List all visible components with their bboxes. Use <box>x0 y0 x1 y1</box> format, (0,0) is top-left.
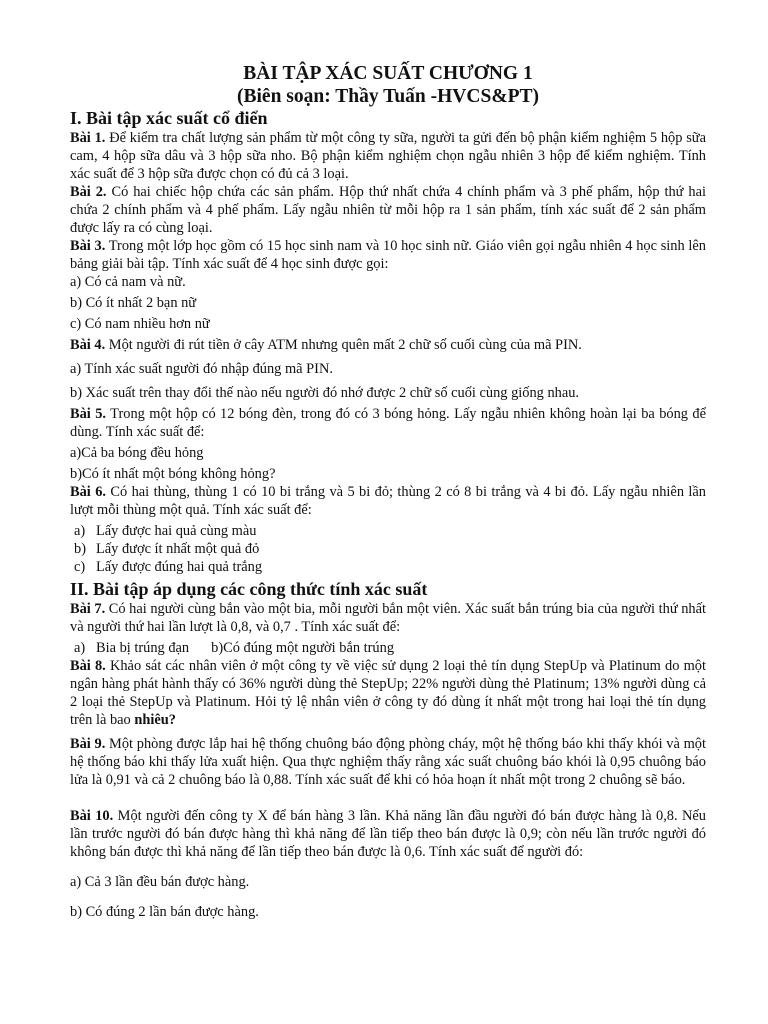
document-page <box>70 62 706 921</box>
problem-7-option-a-label: a) <box>74 640 86 656</box>
problem-2 <box>70 183 706 237</box>
problem-9-label: Bài 9. <box>70 736 106 752</box>
problem-6-option-c-label: c) <box>74 559 86 575</box>
problem-2-text: Có hai chiếc hộp chứa các sản phẩm. Hộp thứ nhất chứa 4 chính phẩm và 3 phế phẩm, hộp thứ hai chứa 2 chính phẩm và 4 phế phẩm. Lấy ngẫu nhiên từ mỗi hộp ra 1 sản phẩm, tính xác suất để 2 sản phẩm được lấy ra có cùng loại. <box>70 184 706 236</box>
problem-3-option-a: a) Có cả nam và nữ. <box>70 274 186 290</box>
problem-6-option-b-label: b) <box>74 541 86 557</box>
problem-5-option-b: b)Có ít nhất một bóng không hỏng? <box>70 466 276 482</box>
problem-10 <box>70 807 706 861</box>
problem-10-option-b: b) Có đúng 2 lần bán được hàng. <box>70 904 259 920</box>
problem-7-option-b: b)Có đúng một người bắn trúng <box>211 640 395 656</box>
problem-4-option-b: b) Xác suất trên thay đổi thế nào nếu người đó nhớ được 2 chữ số cuối cùng giống nhau. <box>70 385 580 401</box>
problem-6-option-b <box>70 540 706 558</box>
problem-8-label: Bài 8. <box>70 658 106 674</box>
problem-1 <box>70 129 706 183</box>
problem-8 <box>70 657 706 729</box>
doc-subtitle: (Biên soạn: Thầy Tuấn -HVCS&PT) <box>237 86 539 107</box>
problem-3 <box>70 237 706 273</box>
problem-6-option-a-label: a) <box>74 523 86 539</box>
problem-3-option-b: b) Có ít nhất 2 bạn nữ <box>70 295 197 311</box>
problem-6-option-b-text: Lấy được ít nhất một quả đỏ <box>96 541 260 557</box>
problem-1-text: Để kiểm tra chất lượng sản phẩm từ một công ty sữa, người ta gửi đến bộ phận kiểm nghiệm 5 hộp sữa cam, 4 hộp sữa dâu và 3 hộp sữa nho. Bộ phận kiểm nghiệm chọn ngẫu nhiên 3 hộp để kiểm nghiệm. Tính xác suất để 3 hộp sữa được chọn có đủ cả 3 loại. <box>70 130 706 182</box>
problem-3-label: Bài 3. <box>70 238 106 254</box>
problem-5-label: Bài 5. <box>70 406 107 422</box>
problem-10-label: Bài 10. <box>70 808 114 824</box>
problem-7-text: Có hai người cùng bắn vào một bia, mỗi người bắn một viên. Xác suất bắn trúng bia của người thứ nhất và người thứ hai lần lượt là 0,8, và 0,7 . Tính xác suất để: <box>70 601 706 635</box>
problem-9 <box>70 735 706 789</box>
problem-4-label: Bài 4. <box>70 337 106 353</box>
problem-5-option-a: a)Cả ba bóng đều hỏng <box>70 445 204 461</box>
problem-5 <box>70 405 706 441</box>
problem-5-text: Trong một hộp có 12 bóng đèn, trong đó có 3 bóng hỏng. Lấy ngẫu nhiên không hoàn lại ba bóng để dùng. Tính xác suất để: <box>70 406 706 440</box>
doc-title: BÀI TẬP XÁC SUẤT CHƯƠNG 1 <box>243 63 533 84</box>
section-2-heading: II. Bài tập áp dụng các công thức tính xác suất <box>70 579 428 599</box>
problem-7-options <box>70 639 706 657</box>
problem-4 <box>70 336 706 354</box>
problem-4-text: Một người đi rút tiền ở cây ATM nhưng quên mất 2 chữ số cuối cùng của mã PIN. <box>105 337 582 353</box>
problem-6-text: Có hai thùng, thùng 1 có 10 bi trắng và 5 bi đỏ; thùng 2 có 8 bi trắng và 4 bi đỏ. Lấy ngẫu nhiên lần lượt mỗi thùng một quả. Tính xác suất để: <box>70 484 706 518</box>
problem-4-option-a: a) Tính xác suất người đó nhập đúng mã PIN. <box>70 361 333 377</box>
problem-6-option-c-text: Lấy được đúng hai quả trắng <box>96 559 263 575</box>
problem-8-text: Khảo sát các nhân viên ở một công ty về việc sử dụng 2 loại thẻ tín dụng StepUp và Platinum do một ngân hàng phát hành thấy có 36% người dùng thẻ StepUp; 22% người dùng thẻ Platinum; 13% người dùng cả 2 loại thẻ StepUp và Platinum. Hỏi tỷ lệ nhân viên ở công ty đó dùng ít nhất một trong hai loại thẻ tín dụng trên là bao <box>70 658 706 728</box>
problem-10-option-a: a) Cả 3 lần đều bán được hàng. <box>70 874 250 890</box>
problem-1-label: Bài 1. <box>70 130 106 146</box>
problem-6-label: Bài 6. <box>70 484 106 500</box>
problem-6-option-a <box>70 522 706 540</box>
problem-8-tail: nhiêu? <box>134 712 176 728</box>
problem-9-text: Một phòng được lắp hai hệ thống chuông báo động phòng cháy, một hệ thống báo khi thấy khói và một hệ thống báo khi thấy lửa xuất hiện. Qua thực nghiệm thấy rằng xác suất chuông báo khói là 0,95 chuông báo lửa là 0,91 và cả 2 chuông báo là 0,88. Tính xác suất để khi có hỏa hoạn ít nhất một trong 2 chuông sẽ báo. <box>70 736 706 788</box>
problem-7-option-a: Bia bị trúng đạn <box>96 640 190 656</box>
problem-3-text: Trong một lớp học gồm có 15 học sinh nam và 10 học sinh nữ. Giáo viên gọi ngẫu nhiên 4 học sinh lên bảng giải bài tập. Tính xác suất để 4 học sinh được gọi: <box>70 238 706 272</box>
problem-2-label: Bài 2. <box>70 184 107 200</box>
section-1-heading: I. Bài tập xác suất cổ điển <box>70 108 268 128</box>
problem-7 <box>70 600 706 636</box>
problem-6-option-a-text: Lấy được hai quả cùng màu <box>96 523 257 539</box>
problem-3-option-c: c) Có nam nhiều hơn nữ <box>70 316 210 332</box>
problem-6 <box>70 483 706 519</box>
problem-10-text: Một người đến công ty X để bán hàng 3 lần. Khả năng lần đầu người đó bán được hàng là 0,8. Nếu lần trước người đó bán được hàng thì khả năng để lần tiếp theo bán được là 0,9; còn nếu lần trước người đó không bán được thì khả năng để lần tiếp theo bán được là 0,6. Tính xác suất để người đó: <box>70 808 706 860</box>
problem-7-label: Bài 7. <box>70 601 106 617</box>
problem-6-option-c <box>70 558 706 576</box>
